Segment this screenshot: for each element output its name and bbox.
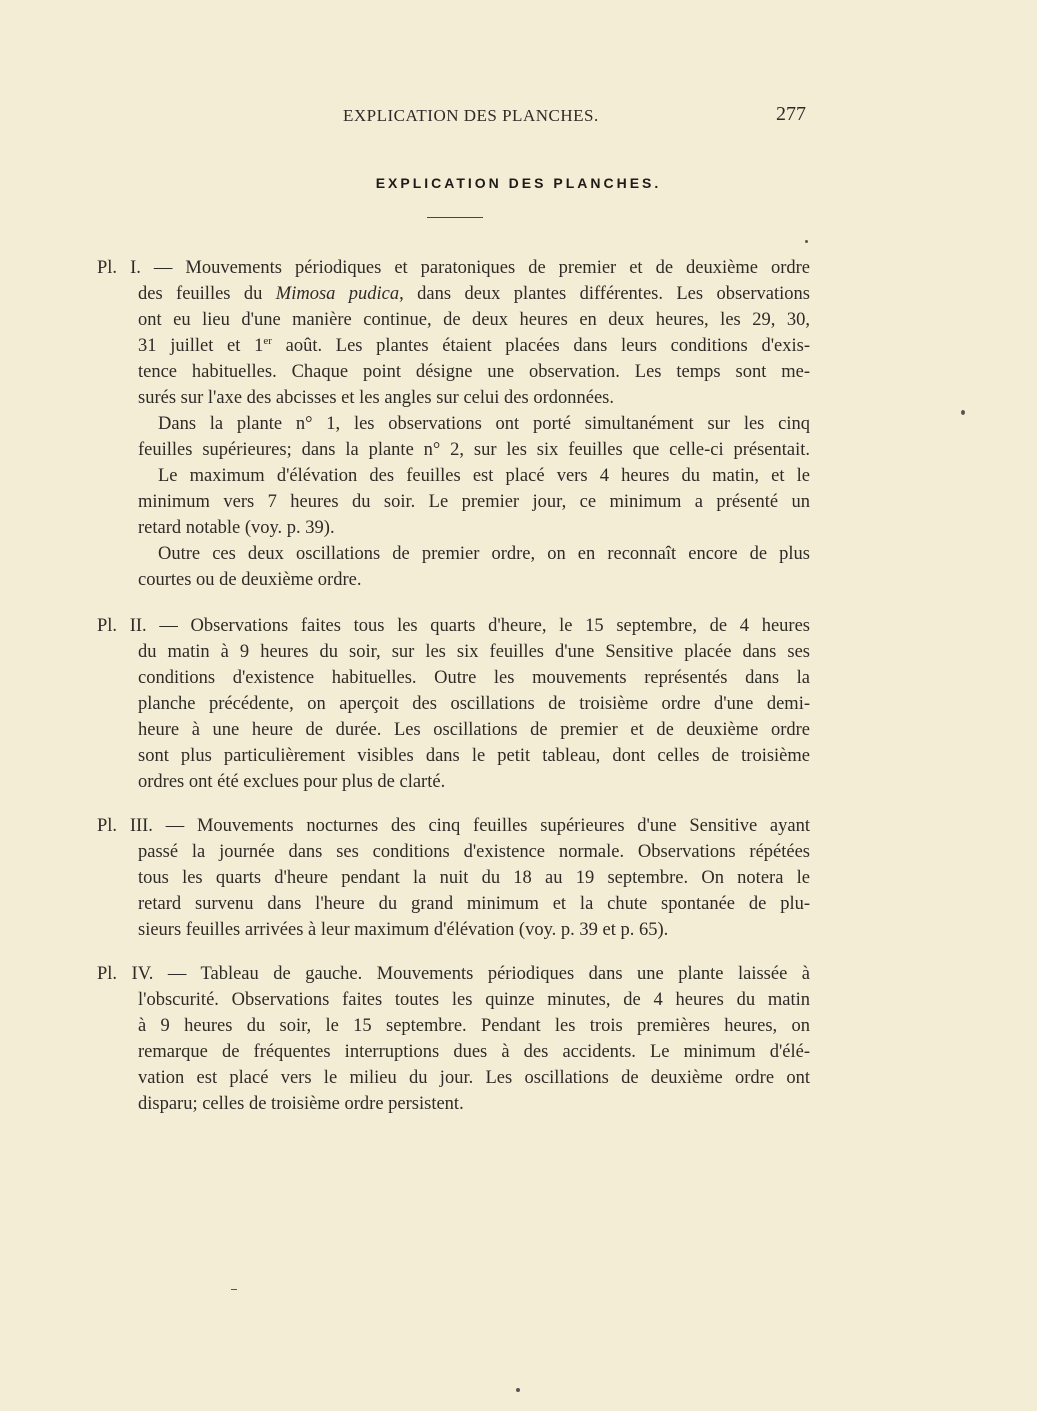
- plate-entry-3: [97, 813, 810, 943]
- plate-label: Pl. II.: [97, 616, 147, 636]
- title-rule: [427, 217, 483, 218]
- plate-entry-1: [97, 255, 810, 593]
- text-line: ont eu lieu d'une manière continue, de deux heures en deux heures, les 29, 30,: [138, 310, 810, 330]
- text-line: Outre ces deux oscillations de premier ordre, on en reconnaît encore de plus: [158, 544, 810, 564]
- page-number: 277: [776, 103, 806, 125]
- text-line: minimum vers 7 heures du soir. Le premier jour, ce minimum a présenté un: [138, 492, 810, 512]
- text-line: Pl. I. — Mouvements périodiques et paratoniques de premier et de deuxième ordre: [97, 258, 811, 278]
- text-line: des feuilles du Mimosa pudica, dans deux plantes différentes. Les observations: [138, 284, 810, 304]
- text-line: ordres ont été exclues pour plus de clarté.: [138, 772, 446, 792]
- text-line: feuilles supérieures; dans la plante n° 2, sur les six feuilles que celle-ci présentait.: [138, 440, 810, 460]
- text-line: remarque de fréquentes interruptions dues à des accidents. Le minimum d'élé-: [138, 1042, 810, 1062]
- text-line: retard survenu dans l'heure du grand minimum et la chute spontanée de plu-: [138, 894, 810, 914]
- text-line: courtes ou de deuxième ordre.: [138, 570, 362, 590]
- text-line: Pl. IV. — Tableau de gauche. Mouvements périodiques dans une plante laissée à: [97, 964, 810, 984]
- text-line: Le maximum d'élévation des feuilles est placé vers 4 heures du matin, et le: [158, 466, 810, 486]
- text-line: tence habituelles. Chaque point désigne une observation. Les temps sont me-: [138, 362, 810, 382]
- text-line: Pl. III. — Mouvements nocturnes des cinq feuilles supérieures d'une Sensitive ayant: [97, 816, 810, 836]
- text-line: Pl. II. — Observations faites tous les quarts d'heure, le 15 septembre, de 4 heures: [97, 616, 811, 636]
- text-line: Dans la plante n° 1, les observations ont porté simultanément sur les cinq: [158, 414, 810, 434]
- text-line: sieurs feuilles arrivées à leur maximum d'élévation (voy. p. 39 et p. 65).: [138, 920, 669, 940]
- text-line: disparu; celles de troisième ordre persistent.: [138, 1094, 464, 1114]
- text-line: sont plus particulièrement visibles dans le petit tableau, dont celles de troisième: [138, 746, 810, 766]
- species-name: Mimosa pudica: [275, 284, 400, 304]
- text-line: à 9 heures du soir, le 15 septembre. Pendant les trois premières heures, on: [138, 1016, 810, 1036]
- text-line: vation est placé vers le milieu du jour. Les oscillations de deuxième ordre ont: [138, 1068, 810, 1088]
- plate-label: Pl. IV.: [97, 964, 154, 984]
- text-line: planche précédente, on aperçoit des oscillations de troisième ordre d'une demi-: [138, 694, 810, 714]
- paper-speck: [961, 410, 965, 415]
- plate-label: Pl. I.: [97, 258, 141, 278]
- text-line: retard notable (voy. p. 39).: [138, 518, 335, 538]
- paper-speck: [231, 1289, 237, 1290]
- paper-speck: [516, 1388, 520, 1392]
- running-head-title: EXPLICATION DES PLANCHES.: [343, 106, 599, 125]
- text-line: conditions d'existence habituelles. Outre les mouvements représentés dans la: [138, 668, 810, 688]
- text-line: 31 juillet et 1er août. Les plantes étaient placées dans leurs conditions d'exis-: [138, 334, 810, 356]
- text-line: du matin à 9 heures du soir, sur les six feuilles d'une Sensitive placée dans ses: [138, 642, 810, 662]
- text-line: heure à une heure de durée. Les oscillations de premier et de deuxième ordre: [138, 720, 810, 740]
- plate-entry-2: [97, 613, 810, 795]
- plate-label: Pl. III.: [97, 816, 153, 836]
- running-head: [0, 103, 1037, 132]
- plate-entry-4: [97, 961, 810, 1117]
- section-title: EXPLICATION DES PLANCHES.: [375, 175, 662, 191]
- paper-speck: [805, 240, 808, 243]
- text-line: passé la journée dans ses conditions d'existence normale. Observations répétées: [138, 842, 810, 862]
- text-line: tous les quarts d'heure pendant la nuit du 18 au 19 septembre. On notera le: [138, 868, 810, 888]
- text-line: l'obscurité. Observations faites toutes les quinze minutes, de 4 heures du matin: [138, 990, 810, 1010]
- text-line: surés sur l'axe des abcisses et les angles sur celui des ordonnées.: [138, 388, 614, 408]
